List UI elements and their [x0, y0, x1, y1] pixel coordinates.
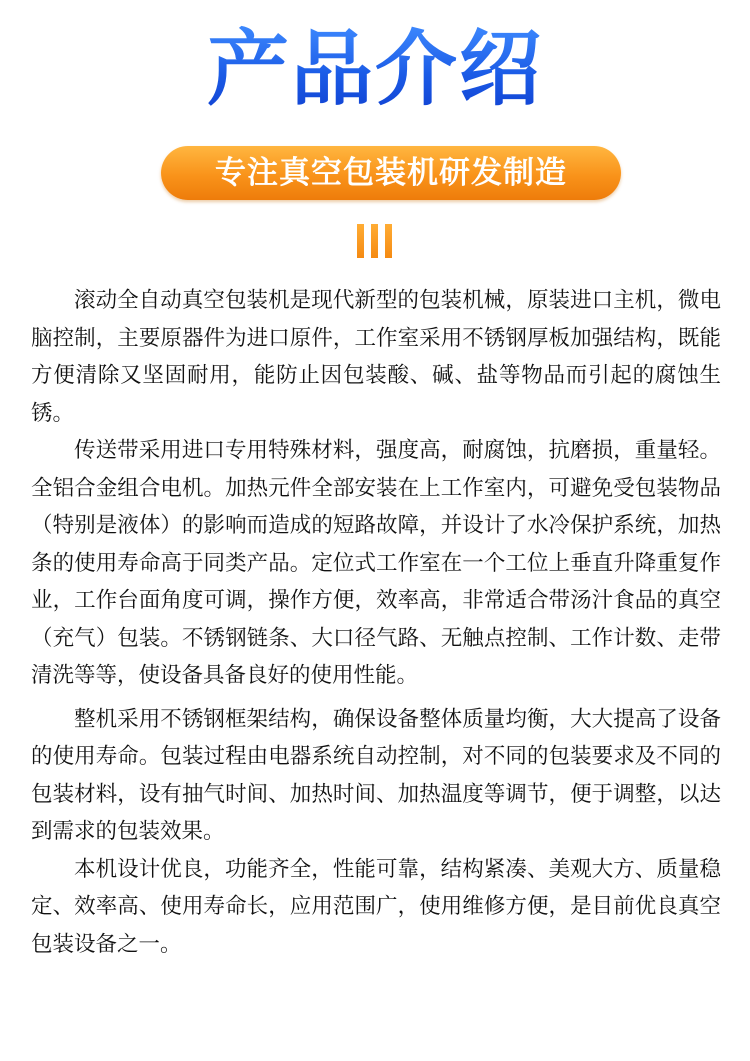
divider-bar — [385, 224, 392, 258]
description-paragraph: 整机采用不锈钢框架结构，确保设备整体质量均衡，大大提高了设备的使用寿命。包装过程由电器系统自动控制，对不同的包装要求及不同的包装材料，设有抽气时间、加热时间、加热温度等调节，便于调整，以达到需求的包装效果。 — [31, 706, 721, 844]
divider-bars — [357, 224, 392, 258]
divider-bar — [371, 224, 378, 258]
description-paragraph: 滚动全自动真空包装机是现代新型的包装机械，原装进口主机，微电脑控制，主要原器件为进口原件，工作室采用不锈钢厚板加强结构，既能方便清除又坚固耐用，能防止因包装酸、碱、盐等物品而引起的腐蚀生锈。 — [31, 288, 721, 426]
page-title: 产品介绍 — [0, 22, 750, 118]
description-body — [31, 282, 721, 963]
description-paragraph: 本机设计优良，功能齐全，性能可靠，结构紧凑、美观大方、质量稳定、效率高、使用寿命长，应用范围广，使用维修方便，是目前优良真空包装设备之一。 — [31, 856, 721, 957]
subtitle-banner: 专注真空包装机研发制造 — [161, 146, 621, 200]
divider-bar — [357, 224, 364, 258]
description-paragraph: 传送带采用进口专用特殊材料，强度高，耐腐蚀，抗磨损，重量轻。全铝合金组合电机。加热元件全部安装在上工作室内，可避免受包装物品（特别是液体）的影响而造成的短路故障，并设计了水冷保护系统，加热条的使用寿命高于同类产品。定位式工作室在一个工位上垂直升降重复作业，工作台面角度可调，操作方便，效率高，非常适合带汤汁食品的真空（充气）包装。不锈钢链条、大口径气路、无触点控制、工作计数、走带清洗等等，使设备具备良好的使用性能。 — [31, 438, 721, 688]
